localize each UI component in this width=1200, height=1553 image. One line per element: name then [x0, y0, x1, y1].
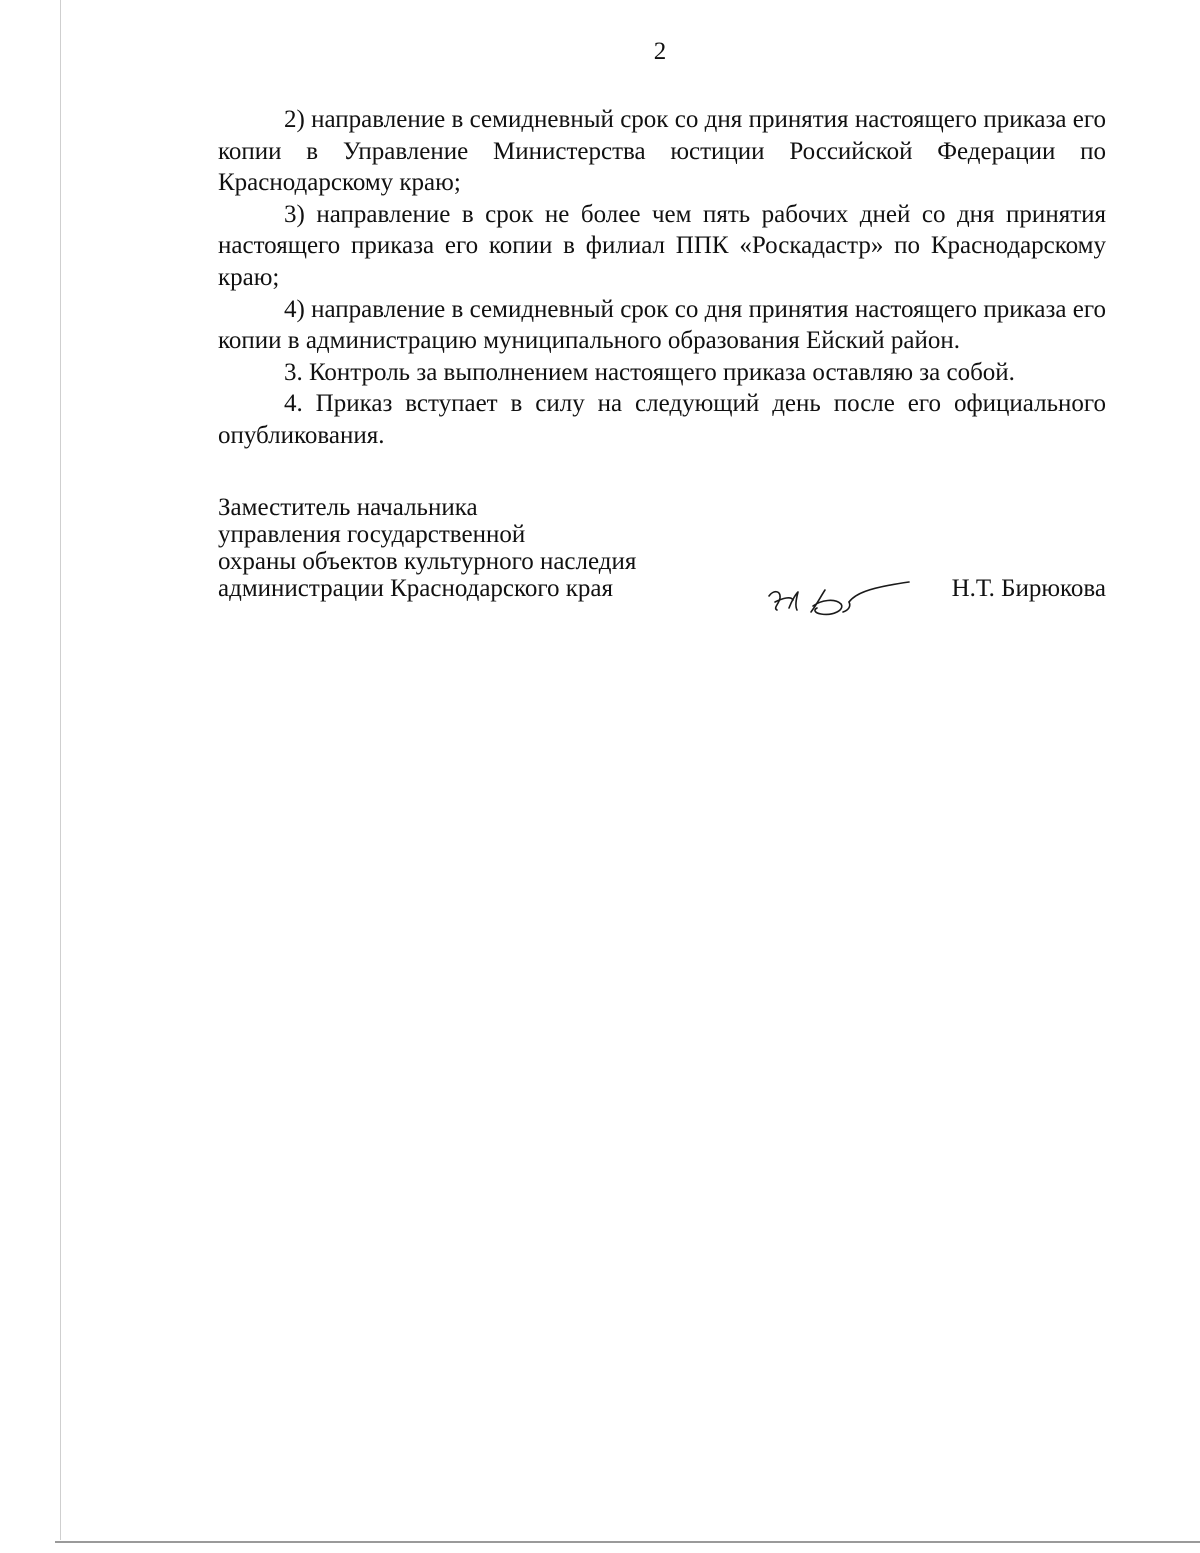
signer-name: Н.Т. Бирюкова	[951, 575, 1106, 602]
paragraph: 2) направление в семидневный срок со дня принятия настоящего приказа его копии в Управление Министерства юстиции Российской Федерации по Краснодарскому краю;	[218, 106, 1106, 197]
page-number: 2	[653, 38, 667, 65]
signer-position-line: охраны объектов культурного наследия	[218, 548, 637, 575]
handwritten-signature-icon	[763, 576, 913, 626]
paragraph: 4. Приказ вступает в силу на следующий день после его официального опубликования.	[218, 390, 1106, 449]
signer-position-line: Заместитель начальника	[218, 494, 478, 521]
paragraph: 3) направление в срок не более чем пять рабочих дней со дня принятия настоящего приказа его копии в филиал ППК «Роскадастр» по Краснодарскому краю;	[218, 200, 1106, 291]
scan-edge-bottom	[55, 1541, 1200, 1543]
document-body	[218, 104, 1106, 452]
signer-position-line: управления государственной	[218, 521, 526, 548]
signature-block	[218, 494, 1106, 602]
paragraph: 4) направление в семидневный срок со дня принятия настоящего приказа его копии в администрацию муниципального образования Ейский район.	[218, 295, 1106, 355]
scan-edge-left	[60, 0, 61, 1540]
paragraph: 3. Контроль за выполнением настоящего приказа оставляю за собой.	[284, 358, 1015, 386]
signer-position-line: администрации Краснодарского края	[218, 575, 614, 602]
